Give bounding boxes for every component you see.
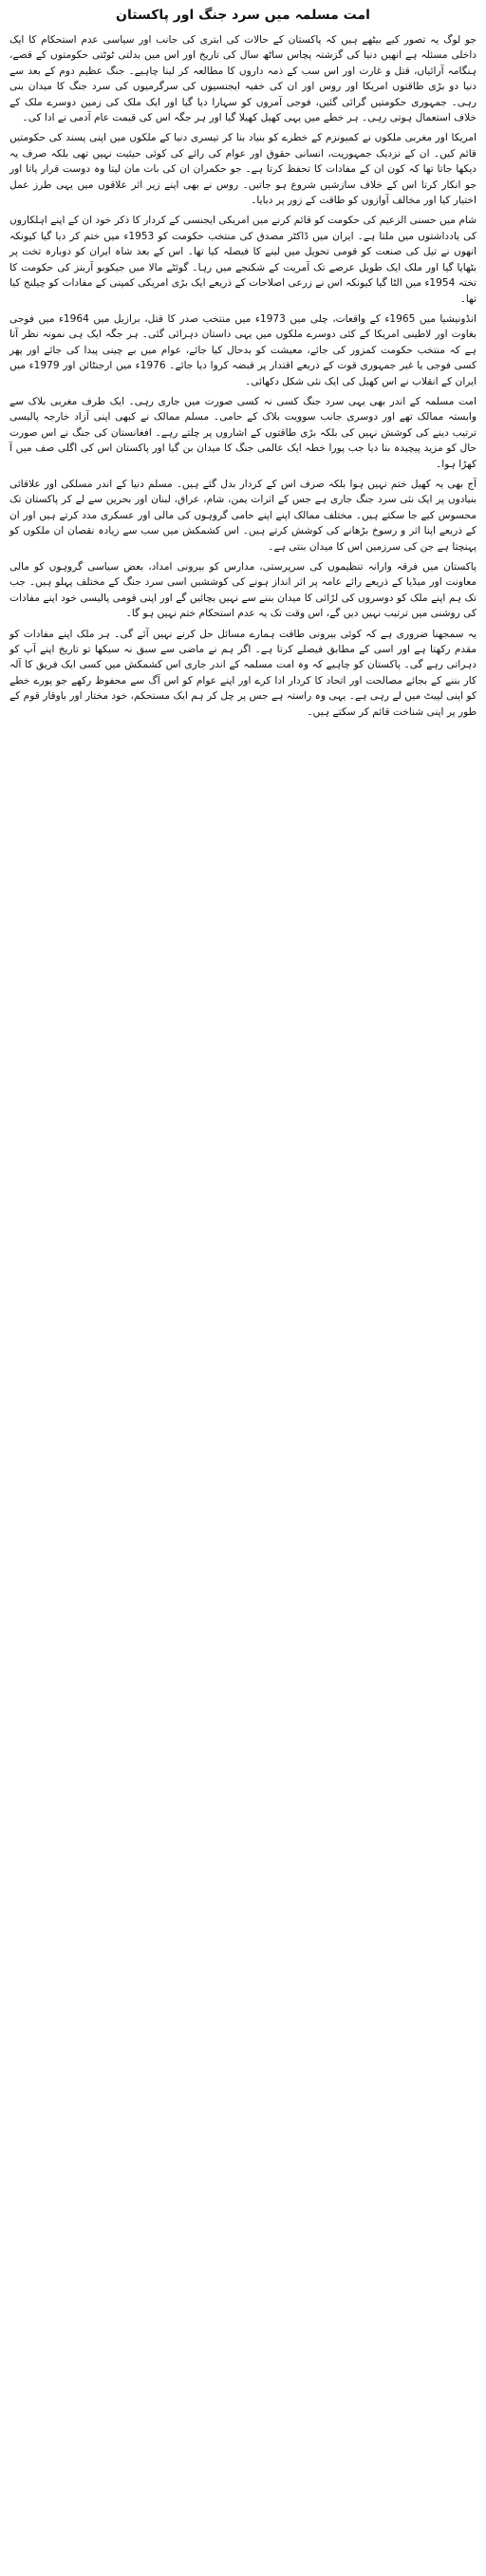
article-paragraph: امت مسلمہ کے اندر بھی یہی سرد جنگ کسی نہ کسی صورت میں جاری رہی۔ ایک طرف مغربی بلاک سے وابستہ ممالک تھے اور دوسری جانب سوویت بلاک کے حامی۔ مسلم ممالک نے کبھی اپنی آزاد خارجہ پالیسی ترتیب دینے کی کوشش نہیں کی بلکہ بڑی طاقتوں کے اشاروں پر چلتے رہے۔ افغانستان کی جنگ نے اس صورت حال کو مزید پیچیدہ بنا دیا جب پورا خطہ ایک عالمی جنگ کا میدان بن گیا اور پاکستان اس کی اگلی صف میں آ کھڑا ہوا۔ <box>9 395 477 470</box>
article-paragraph: پاکستان میں فرقہ وارانہ تنظیموں کی سرپرستی، مدارس کو بیرونی امداد، بعض سیاسی گروہوں کو مالی معاونت اور میڈیا کے ذریعے رائے عامہ پر اثر انداز ہونے کی کوششیں اسی سرد جنگ کے مختلف پہلو ہیں۔ جب تک ہم اپنے ملک کو دوسروں کی لڑائی کا میدان بننے سے نہیں بچائیں گے اور اپنی قومی پالیسی خود اپنے مفادات کی روشنی میں ترتیب نہیں دیں گے، اس وقت تک یہ عدم استحکام ختم نہیں ہو گا۔ <box>9 561 477 620</box>
article-paragraph: یہ سمجھنا ضروری ہے کہ کوئی بیرونی طاقت ہمارے مسائل حل کرنے نہیں آئے گی۔ ہر ملک اپنے مفادات کو مقدم رکھتا ہے اور اسی کے مطابق فیصلے کرتا ہے۔ اگر ہم نے ماضی سے سبق نہ سیکھا تو تاریخ اپنے آپ کو دہراتی رہے گی۔ پاکستان کو چاہیے کہ وہ امت مسلمہ کے اندر جاری اس کشمکش میں کسی ایک فریق کا آلہ کار بننے کے بجائے مصالحت اور اتحاد کا کردار ادا کرے اور اپنے عوام کو اس آگ سے محفوظ رکھے جو پورے خطے کو اپنی لپیٹ میں لے رہی ہے۔ یہی وہ راستہ ہے جس پر چل کر ہم ایک مستحکم، خود مختار اور باوقار قوم کے طور پر اپنی شناخت قائم کر سکتے ہیں۔ <box>9 628 477 718</box>
article-headline: امت مسلمہ میں سرد جنگ اور پاکستان <box>116 8 370 23</box>
article-paragraph: جو لوگ یہ تصور کیے بیٹھے ہیں کہ پاکستان کے حالات کی ابتری کی جانب اور سیاسی عدم استحکام کا ایک داخلی مسئلہ ہے انھیں دنیا کی گزشتہ پچاس ساٹھ سال کی تاریخ اور اس میں بدلتی ٹوٹتی حکومتوں کے قصے، ہنگامہ آرائیاں، قتل و غارت اور اس سب کے ذمہ داروں کا مطالعہ کر لینا چاہیے۔ جنگ عظیم دوم کے بعد سے دنیا دو بڑی طاقتوں امریکا اور روس اور ان کی خفیہ ایجنسیوں کی سرگرمیوں کی سرد جنگ کا میدان بنی رہی۔ جمہوری حکومتیں گرائی گئیں، فوجی آمروں کو سہارا دیا گیا اور ایک ملک کی زمین دوسرے ملک کے خلاف استعمال ہوتی رہی۔ ہر خطے میں یہی کھیل کھیلا گیا اور ہر جگہ اس کی قیمت عام آدمی نے ادا کی۔ <box>9 34 477 124</box>
article-paragraph: انڈونیشیا میں 1965ء کے واقعات، چلی میں 1973ء میں منتخب صدر کا قتل، برازیل میں 1964ء میں فوجی بغاوت اور لاطینی امریکا کے کئی دوسرے ملکوں میں یہی داستان دہرائی گئی۔ ہر جگہ ایک ہی نمونہ نظر آتا ہے کہ منتخب حکومت کمزور کی جائے، معیشت کو بدحال کیا جائے، عوام میں بے چینی پیدا کی جائے اور پھر کسی فوجی یا غیر جمہوری قوت کے ذریعے اقتدار پر قبضہ کروا دیا جائے۔ 1976ء میں ارجنٹائن اور 1979ء میں ایران کے انقلاب نے اس کھیل کی ایک نئی شکل دکھائی۔ <box>9 312 477 387</box>
article-paragraph: آج بھی یہ کھیل ختم نہیں ہوا بلکہ صرف اس کے کردار بدل گئے ہیں۔ مسلم دنیا کے اندر مسلکی اور علاقائی بنیادوں پر ایک نئی سرد جنگ جاری ہے جس کے اثرات یمن، شام، عراق، لبنان اور بحرین سے لے کر پاکستان تک محسوس کیے جا سکتے ہیں۔ مختلف ممالک اپنے اپنے حامی گروہوں کی مالی اور عسکری مدد کرتے ہیں اور ان کے ذریعے اپنا اثر و رسوخ بڑھانے کی کوشش کرتے ہیں۔ اس کشمکش میں سب سے زیادہ نقصان ان ملکوں کو پہنچتا ہے جن کی سرزمین اس کا میدان بنتی ہے۔ <box>9 478 477 553</box>
article-paragraph: شام میں حسنی الزعیم کی حکومت کو قائم کرنے میں امریکی ایجنسی کے کردار کا ذکر خود ان کے اپنے اہلکاروں کی یادداشتوں میں ملتا ہے۔ ایران میں ڈاکٹر مصدق کی منتخب حکومت کو 1953ء میں ختم کر دیا گیا کیونکہ انھوں نے تیل کی صنعت کو قومی تحویل میں لینے کا فیصلہ کیا تھا۔ اس کے بعد شاہ ایران کو دوبارہ تخت پر بٹھایا گیا اور ملک ایک طویل عرصے تک آمریت کے شکنجے میں رہا۔ گوئٹے مالا میں جیکوبو آربنز کی حکومت کا تختہ 1954ء میں الٹا گیا کیونکہ اس نے زرعی اصلاحات کے ذریعے ایک بڑی امریکی کمپنی کے مفادات کو چیلنج کیا تھا۔ <box>9 215 477 305</box>
article-paragraph: امریکا اور مغربی ملکوں نے کمیونزم کے خطرے کو بنیاد بنا کر تیسری دنیا کے ملکوں میں اپنی پسند کی حکومتیں قائم کیں۔ ان کے نزدیک جمہوریت، انسانی حقوق اور عوام کی رائے کی کوئی حیثیت نہیں تھی بلکہ صرف یہ دیکھا جاتا تھا کہ کون ان کے مفادات کا تحفظ کرتا ہے۔ جو حکمران ان کی بات مان لیتا وہ دوست قرار پاتا اور جو انکار کرتا اس کے خلاف سازشیں شروع ہو جاتیں۔ روس نے بھی اپنے زیر اثر علاقوں میں یہی طرز عمل اختیار کیا اور مخالف آوازوں کو طاقت کے زور پر دبایا۔ <box>9 132 477 207</box>
article-body <box>9 32 477 720</box>
